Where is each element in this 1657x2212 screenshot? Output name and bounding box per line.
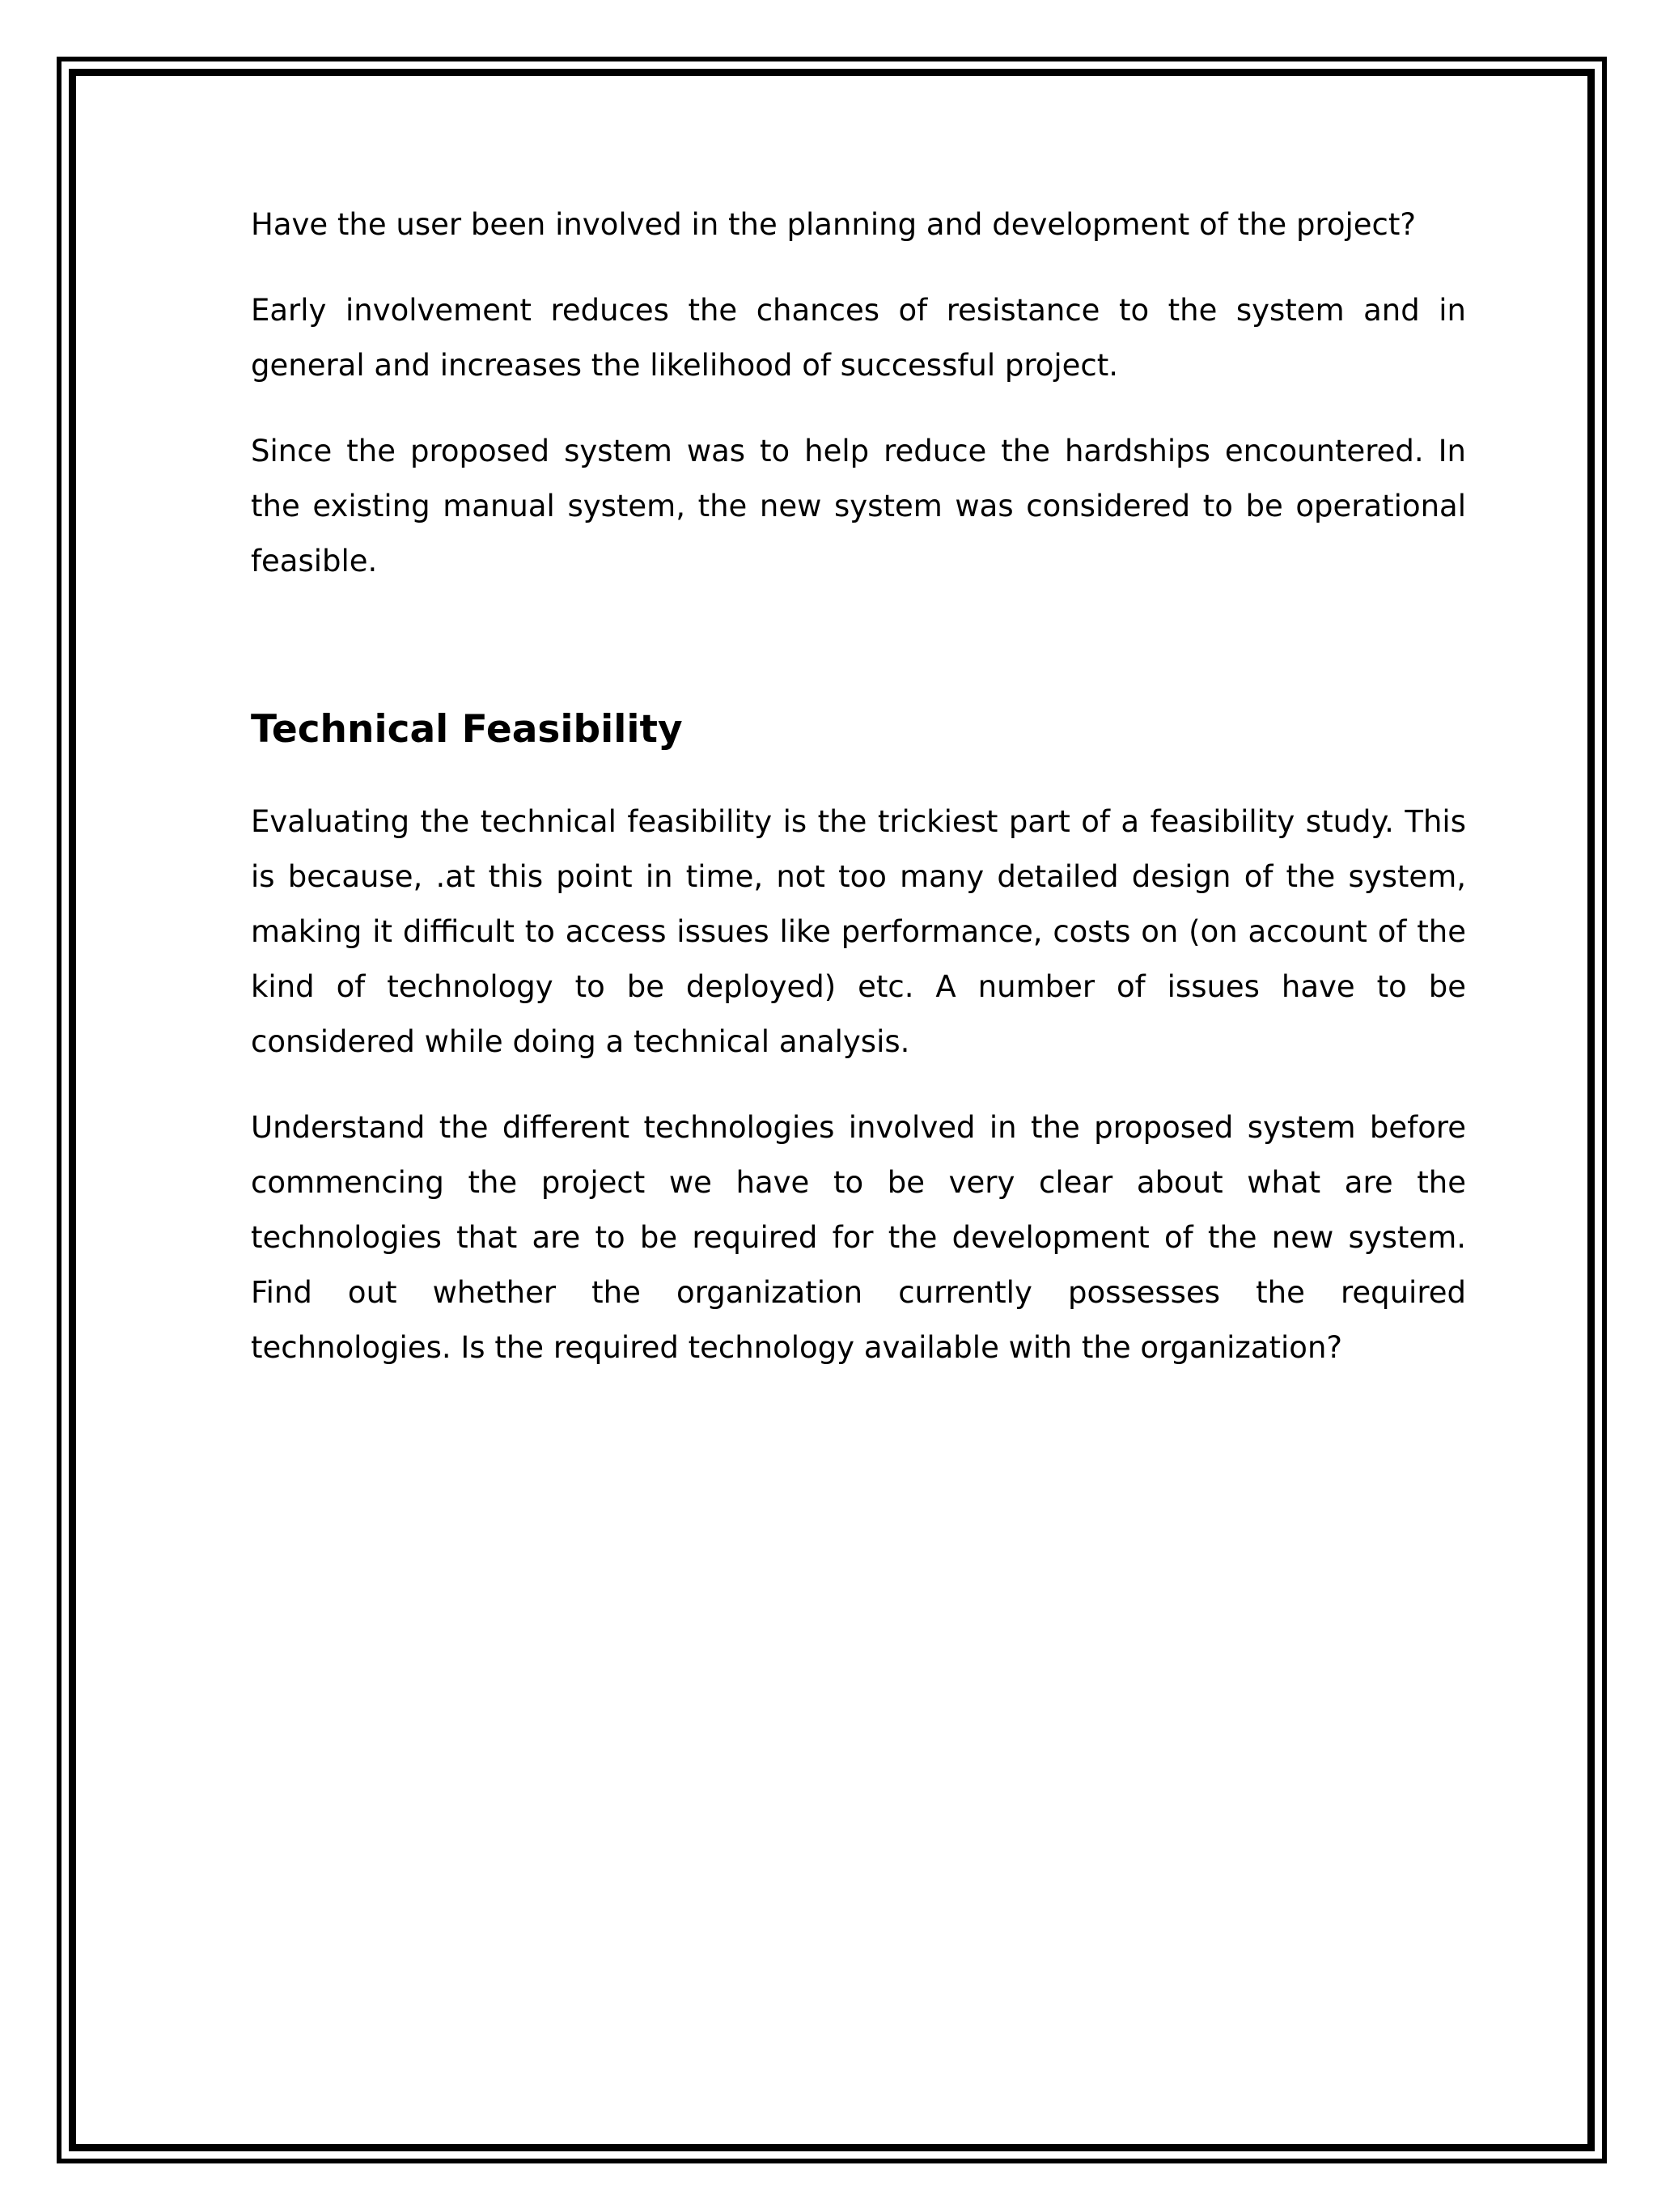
document-body [251,197,1466,1406]
paragraph-evaluating-technical: Evaluating the technical feasibility is the trickiest part of a feasibility study. This is because, .at this point in time, not too many detailed design of the system, making it difficult to access issues like performance, costs on (on account of the kind of technology to be deployed) etc. A number of issues have to be considered while doing a technical analysis. [251,804,1466,1059]
section-heading-technical-feasibility: Technical Feasibility [251,707,683,752]
paragraph-operational-feasible: Since the proposed system was to help reduce the hardships encountered. In the existing manual system, the new system was considered to be operational feasible. [251,434,1466,578]
paragraph-understand-technologies: Understand the different technologies involved in the proposed system before commencing the project we have to be very clear about what are the technologies that are to be required for the development of the new system. Find out whether the organization currently possesses the required technologies. Is the required technology available with the organization? [251,1110,1466,1365]
paragraph-user-involvement: Have the user been involved in the planning and development of the project? [251,207,1417,242]
paragraph-early-involvement: Early involvement reduces the chances of resistance to the system and in general and increases the likelihood of successful project. [251,293,1466,383]
